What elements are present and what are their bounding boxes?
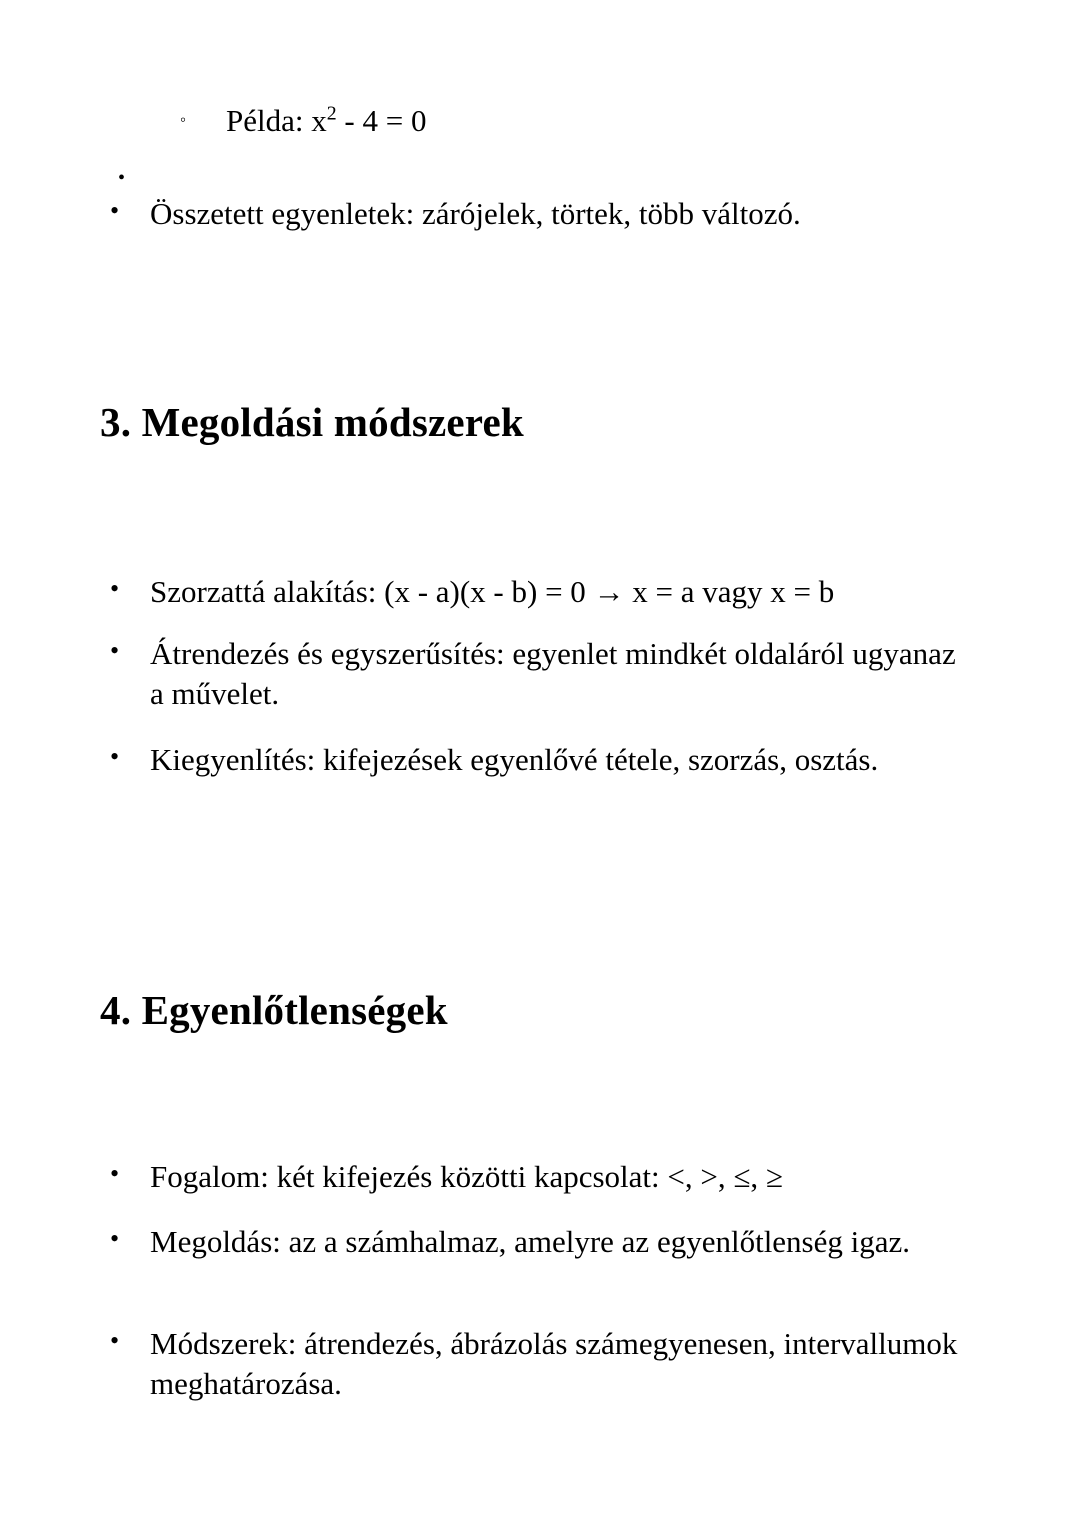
list-item-label: Fogalom: két kifejezés közötti kapcsolat: <, >, ≤, ≥ <box>150 1159 783 1194</box>
list-item-label <box>226 101 970 141</box>
list-item-fogalom <box>110 1157 970 1197</box>
list-item-szorzatta <box>110 572 970 612</box>
list-item-modszerek <box>110 1324 970 1405</box>
list-item-atrendezes <box>110 634 970 715</box>
empty-bullet-icon: • <box>118 167 126 189</box>
list-item-label: Módszerek: átrendezés, ábrázolás számegyenesen, intervallumok meghatározása. <box>150 1326 958 1402</box>
disc-bullet-icon: • <box>110 1326 120 1355</box>
list-item-label: Szorzattá alakítás: (x - a)(x - b) = 0 → x = a vagy x = b <box>150 574 835 609</box>
list-item-label: Átrendezés és egyszerűsítés: egyenlet mindkét oldaláról ugyanaz a művelet. <box>150 636 956 712</box>
disc-bullet-icon: • <box>110 636 120 665</box>
list-item-megoldas <box>110 1222 970 1262</box>
circle-bullet-icon: ◦ <box>180 110 187 129</box>
section-heading-4: 4. Egyenlőtlenségek <box>100 987 448 1033</box>
list-item-label: Kiegyenlítés: kifejezések egyenlővé tétele, szorzás, osztás. <box>150 742 879 777</box>
list-item-kiegyenlites <box>110 740 970 780</box>
pelda-exponent: 2 <box>326 102 337 125</box>
disc-bullet-icon: • <box>110 1159 120 1188</box>
pelda-suffix: - 4 = 0 <box>336 103 427 138</box>
disc-bullet-icon: • <box>110 574 120 603</box>
disc-bullet-icon: • <box>110 196 120 225</box>
list-item-label: Összetett egyenletek: zárójelek, törtek, több változó. <box>150 196 801 231</box>
list-item-label: Megoldás: az a számhalmaz, amelyre az egyenlőtlenség igaz. <box>150 1224 911 1259</box>
pelda-prefix: Példa: x <box>226 103 327 138</box>
section-heading-3: 3. Megoldási módszerek <box>100 399 524 445</box>
list-item-pelda <box>180 101 970 141</box>
disc-bullet-icon: • <box>110 742 120 771</box>
disc-bullet-icon: • <box>110 1224 120 1253</box>
list-item-osszetett <box>110 194 970 234</box>
